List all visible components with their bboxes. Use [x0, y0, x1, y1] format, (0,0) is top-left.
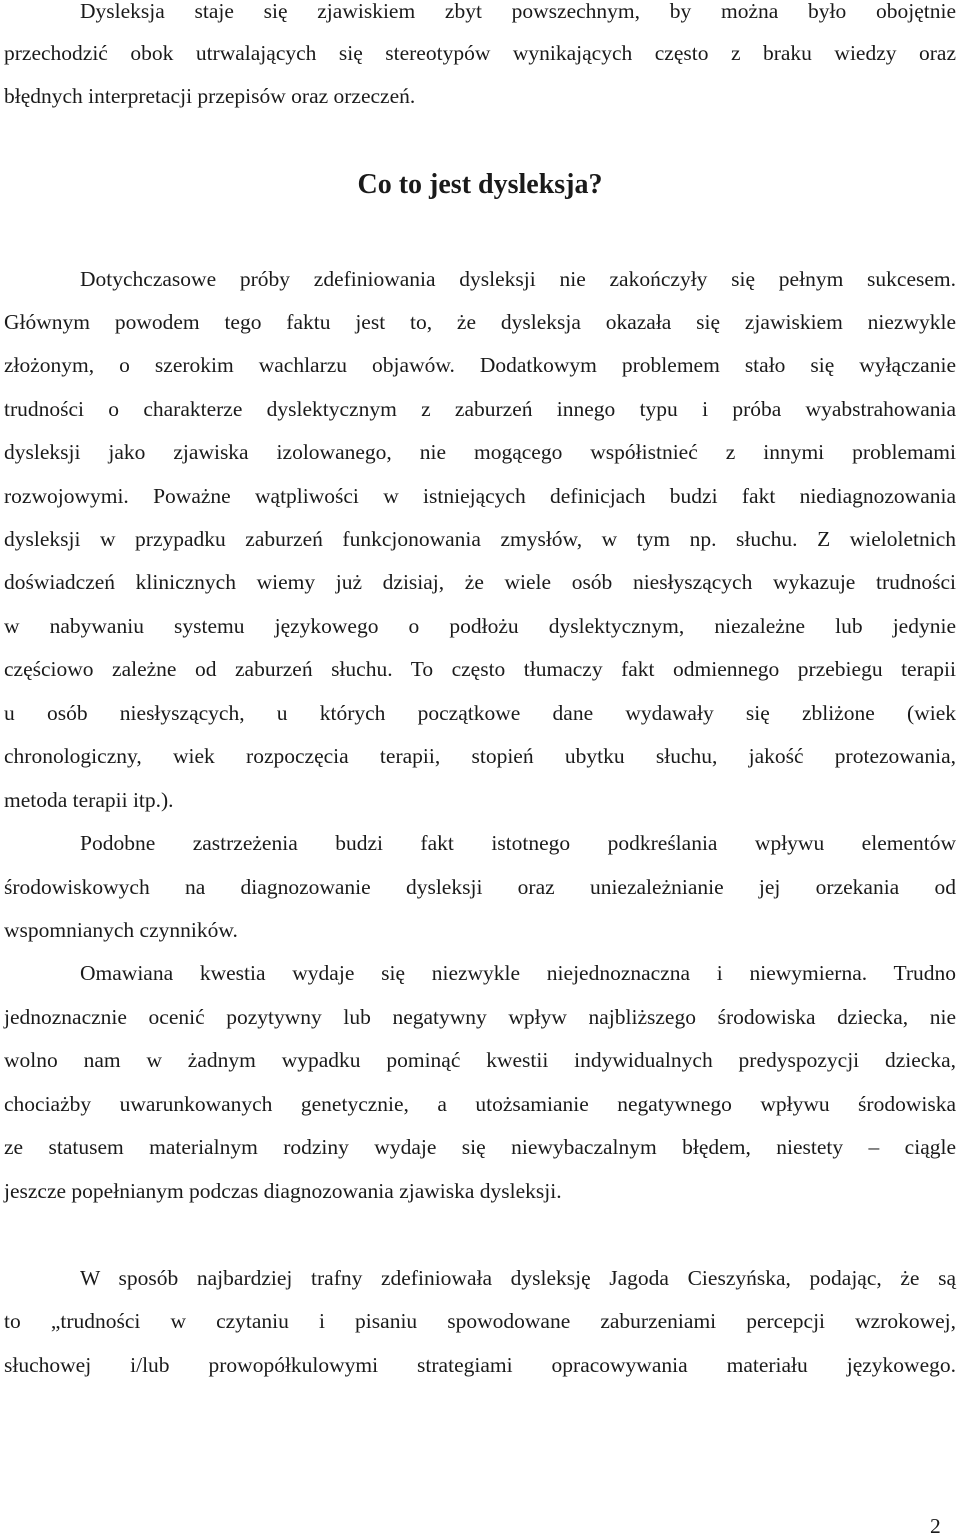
paragraph4-line-3: słuchowej i/lub prowopółkulowymi strategiami opracowywania materiału językowego.	[4, 1353, 956, 1377]
paragraph1-line-13: metoda terapii itp.).	[4, 788, 174, 812]
paragraph4-line-2: to „trudności w czytaniu i pisaniu spowodowane zaburzeniami percepcji wzrokowej,	[4, 1309, 956, 1333]
paragraph1-line-3: złożonym, o szerokim wachlarzu objawów. Dodatkowym problemem stało się wyłączanie	[4, 353, 956, 377]
paragraph3-line-2: jednoznacznie ocenić pozytywny lub negatywny wpływ najbliższego środowiska dziecka, nie	[4, 1005, 956, 1029]
paragraph1-line-10: częściowo zależne od zaburzeń słuchu. To często tłumaczy fakt odmiennego przebiegu terapii	[4, 657, 956, 681]
paragraph1-line-2: Głównym powodem tego faktu jest to, że dysleksja okazała się zjawiskiem niezwykle	[4, 310, 956, 334]
paragraph1-line-4: trudności o charakterze dyslektycznym z zaburzeń innego typu i próba wyabstrahowania	[4, 397, 956, 421]
paragraph1-line-6: rozwojowymi. Poważne wątpliwości w istniejących definicjach budzi fakt niediagnozowania	[4, 484, 956, 508]
intro-line-3: błędnych interpretacji przepisów oraz orzeczeń.	[4, 84, 416, 108]
paragraph2-line-3: wspomnianych czynników.	[4, 918, 238, 942]
paragraph1-line-12: chronologiczny, wiek rozpoczęcia terapii, stopień ubytku słuchu, jakość protezowania,	[4, 744, 956, 768]
paragraph1-line-1: Dotychczasowe próby zdefiniowania dysleksji nie zakończyły się pełnym sukcesem.	[80, 267, 956, 291]
paragraph3-line-5: ze statusem materialnym rodziny wydaje się niewybaczalnym błędem, niestety – ciągle	[4, 1135, 956, 1159]
paragraph1-line-11: u osób niesłyszących, u których początkowe dane wydawały się zbliżone (wiek	[4, 701, 956, 725]
paragraph1-line-8: doświadczeń klinicznych wiemy już dzisiaj, że wiele osób niesłyszących wykazuje trudności	[4, 570, 956, 594]
paragraph4-line-1: W sposób najbardziej trafny zdefiniowała dysleksję Jagoda Cieszyńska, podając, że są	[80, 1266, 956, 1290]
page-number: 2	[930, 1514, 941, 1538]
paragraph3-line-3: wolno nam w żadnym wypadku pominąć kwestii indywidualnych predyspozycji dziecka,	[4, 1048, 956, 1072]
paragraph1-line-9: w nabywaniu systemu językowego o podłożu dyslektycznym, niezależne lub jedynie	[4, 614, 956, 638]
intro-line-1: Dysleksja staje się zjawiskiem zbyt powszechnym, by można było obojętnie	[80, 0, 956, 23]
paragraph3-line-1: Omawiana kwestia wydaje się niezwykle niejednoznaczna i niewymierna. Trudno	[80, 961, 956, 985]
paragraph3-line-4: chociażby uwarunkowanych genetycznie, a utożsamianie negatywnego wpływu środowiska	[4, 1092, 956, 1116]
paragraph2-line-1: Podobne zastrzeżenia budzi fakt istotnego podkreślania wpływu elementów	[80, 831, 956, 855]
paragraph3-line-6: jeszcze popełnianym podczas diagnozowania zjawiska dysleksji.	[4, 1179, 562, 1203]
paragraph2-line-2: środowiskowych na diagnozowanie dysleksji oraz uniezależnianie jej orzekania od	[4, 875, 956, 899]
intro-line-2: przechodzić obok utrwalających się stereotypów wynikających często z braku wiedzy oraz	[4, 41, 956, 65]
paragraph1-line-5: dysleksji jako zjawiska izolowanego, nie mogącego współistnieć z innymi problemami	[4, 440, 956, 464]
paragraph1-line-7: dysleksji w przypadku zaburzeń funkcjonowania zmysłów, w tym np. słuchu. Z wieloletnich	[4, 527, 956, 551]
section-heading: Co to jest dysleksja?	[357, 169, 603, 200]
